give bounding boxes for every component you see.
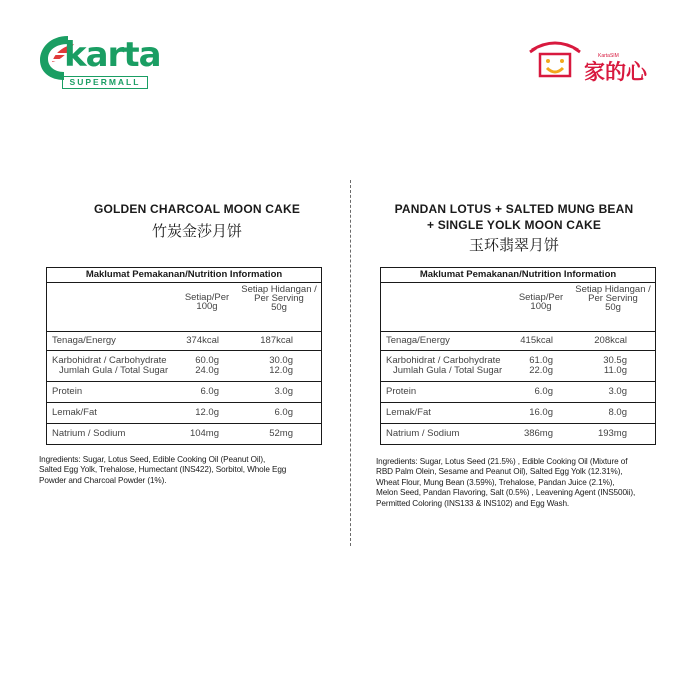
value-per-100g: 16.0g — [529, 407, 553, 418]
nutrition-row-fat — [381, 402, 655, 423]
karta-wordmark: karta — [64, 35, 161, 75]
value-per-serving: 3.0g — [608, 386, 627, 397]
value-per-serving: 12.0g — [269, 365, 293, 376]
nutrition-row-sodium — [381, 423, 655, 444]
supermall-text: SUPERMALL — [69, 77, 141, 87]
nutrient-label: Natrium / Sodium — [52, 428, 126, 439]
col1-head-line: Setiap/Per — [518, 292, 564, 303]
value-per-serving: 30.0g — [269, 355, 293, 366]
value-per-100g: 60.0g — [195, 355, 219, 366]
value-per-serving: 6.0g — [274, 407, 293, 418]
value-per-serving: 3.0g — [274, 386, 293, 397]
nutrition-column-header-row — [47, 282, 321, 331]
value-per-100g: 12.0g — [195, 407, 219, 418]
ingredients-line: Melon Seed, Pandan Flavoring, Salt (0.5%) , Leavening Agent (INS500ii), — [376, 488, 636, 498]
value-per-serving: 187kcal — [260, 335, 293, 346]
value-per-100g: 104mg — [189, 428, 219, 439]
nutrient-label: Protein — [386, 386, 417, 397]
col2-head-line: Per Serving — [588, 293, 638, 304]
product-chinese-name: 玉环翡翠月饼 — [468, 236, 559, 254]
nutrition-column-header-row — [381, 282, 655, 331]
ingredients-right — [376, 457, 676, 509]
nutrition-table-right — [380, 267, 656, 445]
nutrient-label: Karbohidrat / Carbohydrate — [386, 355, 501, 366]
value-per-serving: 8.0g — [608, 407, 627, 418]
ingredients-line: Ingredients: Sugar, Lotus Seed (21.5%) , Edible Cooking Oil (Mixture of — [376, 457, 628, 466]
value-per-serving: 11.0g — [603, 365, 627, 376]
per-serving-header — [571, 285, 655, 312]
nutrition-row-carbohydrate — [47, 350, 321, 381]
per-100g-header — [167, 293, 247, 311]
nutrient-label: Karbohidrat / Carbohydrate — [52, 355, 167, 366]
col1-head-line: Setiap/Per — [184, 292, 230, 303]
value-per-100g: 6.0g — [200, 386, 219, 397]
ingredients-line: Wheat Flour, Mung Bean (3.59%), Trehalose, Pandan Juice (2.1%), — [376, 477, 615, 487]
value-per-serving: 30.5g — [603, 355, 627, 366]
per-100g-header — [501, 293, 581, 311]
product-title-line: GOLDEN CHARCOAL MOON CAKE — [93, 202, 301, 216]
product-panel-left — [52, 196, 342, 241]
col1-head-line: 100g — [196, 301, 218, 312]
value-per-100g: 6.0g — [534, 386, 553, 397]
value-per-100g: 415kcal — [520, 335, 553, 346]
col2-head-line: Setiap Hidangan / — [575, 284, 651, 295]
value-per-100g: 24.0g — [195, 365, 219, 376]
col1-head-line: 100g — [530, 301, 552, 312]
nutrient-sublabel: Jumlah Gula / Total Sugar — [393, 365, 503, 376]
ingredients-left — [39, 455, 339, 486]
house-roof-icon — [528, 36, 582, 80]
value-per-100g: 374kcal — [186, 335, 219, 346]
col2-head-line: Per Serving — [254, 293, 304, 304]
nutrition-row-fat — [47, 402, 321, 423]
nutrient-label: Lemak/Fat — [52, 407, 97, 418]
nutrition-table-header: Maklumat Pemakanan/Nutrition Information — [419, 269, 617, 280]
product-chinese-name: 竹炭金莎月饼 — [151, 222, 242, 240]
karta-supermall-logo — [38, 28, 161, 92]
nutrient-label: Natrium / Sodium — [386, 428, 460, 439]
nutrition-row-sodium — [47, 423, 321, 444]
nutrition-row-carbohydrate — [381, 350, 655, 381]
home-small-text: KartaSIM — [598, 53, 619, 59]
nutrition-row-protein — [381, 381, 655, 402]
nutrition-table-left — [46, 267, 322, 445]
value-per-serving: 208kcal — [594, 335, 627, 346]
value-per-100g: 61.0g — [529, 355, 553, 366]
ingredients-line: RBD Palm Olein, Sesame and Peanut Oil), Salted Egg Yolk (12.31%), — [376, 467, 623, 477]
value-per-serving: 193mg — [597, 428, 627, 439]
product-title — [364, 201, 664, 233]
product-panel-right — [364, 196, 664, 255]
ingredients-line: Salted Egg Yolk, Trehalose, Humectant (INS422), Sorbitol, Whole Egg — [39, 465, 287, 475]
value-per-100g: 386mg — [523, 428, 553, 439]
value-per-100g: 22.0g — [529, 365, 553, 376]
nutrition-table-header: Maklumat Pemakanan/Nutrition Information — [85, 269, 283, 280]
nutrient-label: Tenaga/Energy — [52, 335, 116, 346]
nutrient-label: Protein — [52, 386, 83, 397]
ingredients-line: Powder and Charcoal Powder (1%). — [39, 475, 167, 485]
col2-head-line: 50g — [271, 302, 287, 313]
nutrition-row-protein — [47, 381, 321, 402]
nutrient-sublabel: Jumlah Gula / Total Sugar — [59, 365, 169, 376]
home-chinese-wordmark: 家的心 — [584, 60, 647, 84]
center-dashed-divider — [350, 180, 351, 546]
product-title — [52, 201, 342, 217]
nutrient-label: Lemak/Fat — [386, 407, 431, 418]
home-heart-logo — [528, 36, 668, 86]
ingredients-line: Permitted Coloring (INS133 & INS102) and Egg Wash. — [376, 498, 570, 508]
col2-head-line: Setiap Hidangan / — [241, 284, 317, 295]
nutrient-label: Tenaga/Energy — [386, 335, 450, 346]
col2-head-line: 50g — [605, 302, 621, 313]
per-serving-header — [237, 285, 321, 312]
value-per-serving: 52mg — [269, 428, 293, 439]
product-title-line: + SINGLE YOLK MOON CAKE — [426, 218, 602, 232]
ingredients-line: Ingredients: Sugar, Lotus Seed, Edible Cooking Oil (Peanut Oil), — [39, 455, 266, 464]
nutrition-row-energy — [381, 331, 655, 350]
nutrition-row-energy — [47, 331, 321, 350]
product-title-line: PANDAN LOTUS + SALTED MUNG BEAN — [394, 202, 634, 216]
supermall-bar — [62, 76, 148, 89]
